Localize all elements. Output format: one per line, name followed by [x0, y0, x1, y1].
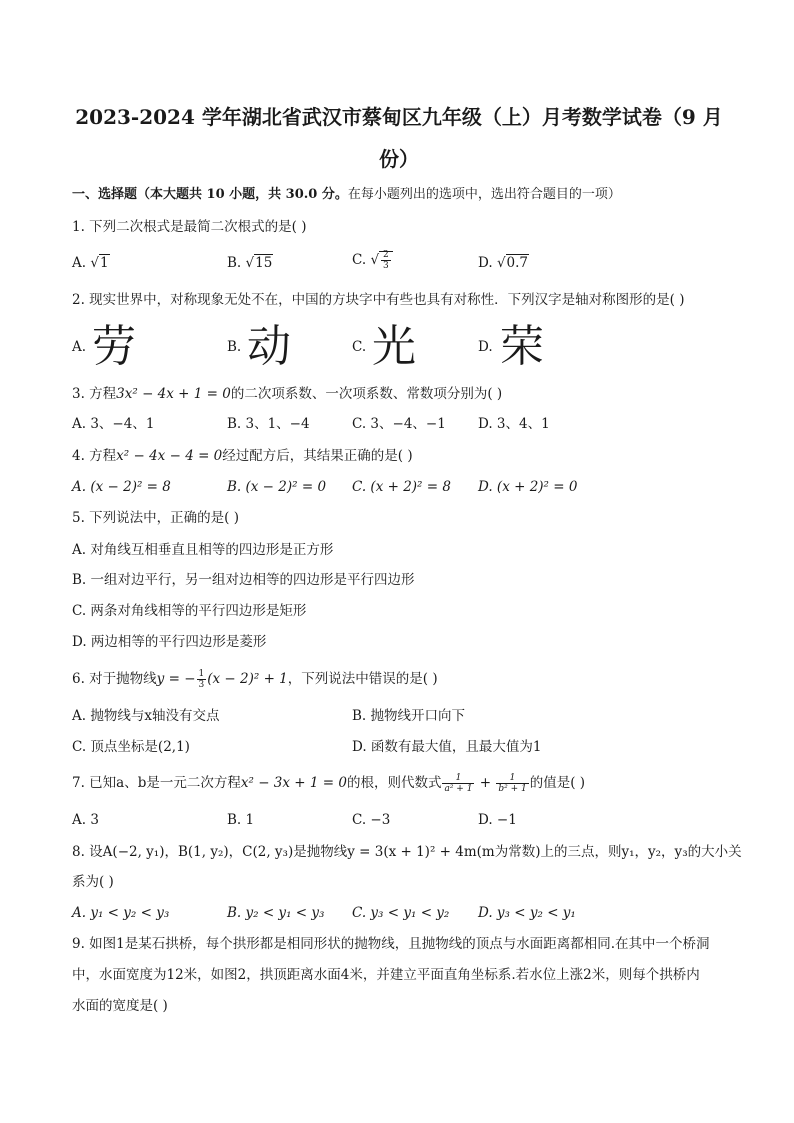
q8-option-a: A. y₁ < y₂ < y₃: [72, 905, 170, 921]
q7-option-a: A. 3: [72, 812, 99, 828]
q8-option-d: D. y₃ < y₂ < y₁: [478, 905, 576, 921]
q6-option-a: A. 抛物线与x轴没有交点: [72, 708, 220, 724]
q6-option-b: B. 抛物线开口向下: [352, 708, 466, 724]
q2-option-d-label: D.: [478, 339, 493, 355]
q2-option-a-char: 劳: [92, 321, 136, 372]
exam-title: [64, 96, 734, 180]
q4-option-a: A. (x − 2)² = 8: [72, 479, 171, 495]
q5-option-d: D. 两边相等的平行四边形是菱形: [72, 634, 267, 650]
question-6-stem: 6. 对于抛物线y = − $\frac{1}{3}$ (x − 2)² + 1，下列说法中错误的是( ): [72, 669, 438, 690]
section-heading-suffix: 在每小题列出的选项中，选出符合题目的一项）: [347, 187, 621, 202]
section-heading: [72, 185, 621, 205]
question-7-stem: 7. 已知a、b是一元二次方程x² − 3x + 1 = 0的根，则代数式 $\frac{1}{\text{a² + 1}}$ + $\frac{1}{\text{b² + 1}}$ 的值是( ): [72, 773, 586, 794]
question-9-line3: 水面的宽度是( ): [72, 998, 168, 1014]
question-1-stem: 1. 下列二次根式是最简二次根式的是( ): [72, 219, 307, 235]
section-heading-prefix: 一、选择题（本大题共 10 小题，共 30.0 分。: [72, 187, 348, 202]
q3-option-c: C. 3、−4、−1: [352, 416, 446, 432]
sqrt-15: √15: [245, 255, 273, 271]
question-5-stem: 5. 下列说法中，正确的是( ): [72, 510, 239, 526]
question-9-line2: 中，水面宽度为12米，如图2，拱顶距离水面4米，并建立平面直角坐标系.若水位上涨2米，则每个拱桥内: [72, 967, 700, 983]
q4-option-c: C. (x + 2)² = 8: [352, 479, 451, 495]
question-4-stem: 4. 方程x² − 4x − 4 = 0经过配方后，其结果正确的是( ): [72, 448, 413, 464]
q5-option-c: C. 两条对角线相等的平行四边形是矩形: [72, 603, 307, 619]
q7-option-d: D. −1: [478, 812, 517, 828]
fraction-a: $\frac{1}{\text{a² + 1}}$: [444, 773, 473, 794]
q3-option-a: A. 3、−4、1: [72, 416, 155, 432]
q5-option-b: B. 一组对边平行，另一组对边相等的四边形是平行四边形: [72, 572, 415, 588]
question-2-stem: 2. 现实世界中，对称现象无处不在，中国的方块字中有些也具有对称性．下列汉字是轴对称图形的是( ): [72, 292, 685, 308]
exam-title-line2: 份）: [379, 147, 419, 171]
sqrt-0-7: √0.7: [496, 255, 529, 271]
question-8-stem-line2: 系为( ): [72, 874, 114, 890]
question-9-line1: 9. 如图1是某石拱桥，每个拱形都是相同形状的抛物线，且抛物线的顶点与水面距离都相同.在其中一个桥洞: [72, 936, 710, 952]
q6-option-c: C. 顶点坐标是(2,1): [72, 739, 190, 755]
q2-option-b-label: B.: [227, 339, 242, 355]
fraction-one-third: $\frac{1}{3}$: [198, 669, 205, 690]
q8-option-c: C. y₃ < y₁ < y₂: [352, 905, 450, 921]
q1-option-a: A. √1: [72, 255, 109, 271]
fraction-b: $\frac{1}{\text{b² + 1}}$: [498, 773, 527, 794]
q4-option-b: B. (x − 2)² = 0: [227, 479, 327, 495]
sqrt-fraction: √ $\frac{2}{3}$: [370, 250, 392, 271]
q3-option-b: B. 3、1、−4: [227, 416, 310, 432]
q8-option-b: B. y₂ < y₁ < y₃: [227, 905, 325, 921]
sqrt-1: √1: [90, 255, 109, 271]
q1-option-c: C. √ $\frac{2}{3}$: [352, 250, 393, 271]
question-8-stem-line1: 8. 设A(−2, y₁)，B(1, y₂)，C(2, y₃)是抛物线y = 3(x + 1)² + 4m(m为常数)上的三点，则y₁，y₂，y₃的大小关: [72, 844, 742, 860]
q2-option-b-char: 动: [247, 321, 291, 372]
q7-option-c: C. −3: [352, 812, 391, 828]
q3-option-d: D. 3、4、1: [478, 416, 550, 432]
q1-option-d: D. √0.7: [478, 255, 529, 271]
q1-option-b: B. √15: [227, 255, 273, 271]
q2-option-c-label: C.: [352, 339, 367, 355]
q5-option-a: A. 对角线互相垂直且相等的四边形是正方形: [72, 542, 334, 558]
question-3-stem: 3. 方程3x² − 4x + 1 = 0的二次项系数、一次项系数、常数项分别为( ): [72, 386, 503, 402]
q2-option-d-char: 荣: [500, 321, 544, 372]
q2-option-c-char: 光: [372, 321, 416, 372]
q6-option-d: D. 函数有最大值，且最大值为1: [352, 739, 542, 755]
q2-option-a-label: A.: [72, 339, 87, 355]
exam-title-line1: 2023-2024 学年湖北省武汉市蔡甸区九年级（上）月考数学试卷（9 月: [75, 105, 723, 129]
q4-option-d: D. (x + 2)² = 0: [478, 479, 578, 495]
q7-option-b: B. 1: [227, 812, 255, 828]
